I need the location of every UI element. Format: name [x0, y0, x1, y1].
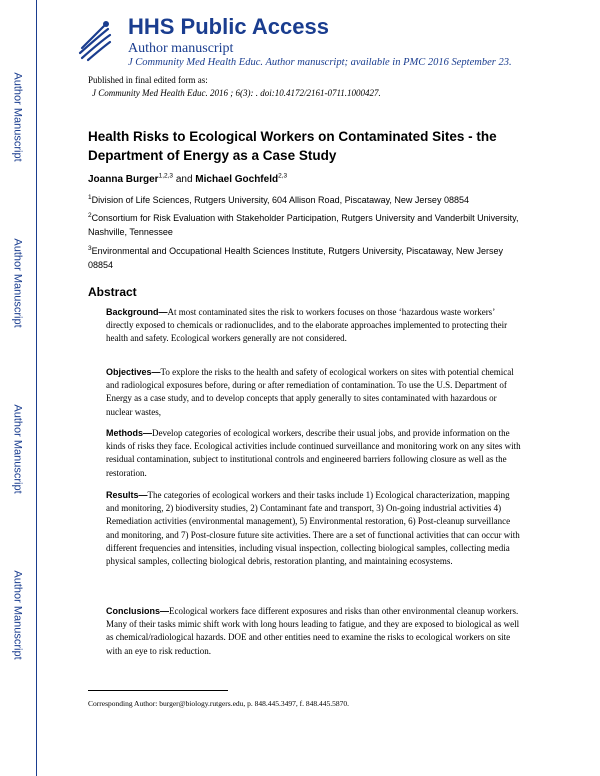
- affiliation-2: $^2$Consortium for Risk Evaluation with Stakeholder Participation, Rutgers University and Vanderbilt University, Nashville, Tennessee: [88, 212, 519, 237]
- author-list: [88, 174, 287, 185]
- published-note: Published in final edited form as:: [88, 75, 208, 85]
- author-name: Michael Gochfeld: [195, 174, 279, 185]
- abstract-objectives: Objectives—To explore the risks to the health and safety of ecological workers on sites with potential chemical and radiological exposures before, during or after remediation of contamination. To use the U.S. Department of Energy as a case study, and to develop concepts that apply generally to sites contaminated with hazardous or nuclear wastes,: [106, 367, 514, 417]
- sidebar-divider: [36, 0, 37, 776]
- sidebar-label-3: Author Manuscript: [12, 404, 25, 494]
- abstract-background: Background—At most contaminated sites the risk to workers focuses on those ‘hazardous waste workers’ directly exposed to chemicals or radionuclides, and to the elaborate approaches implemented to protecting their health and safety. Ecological workers generally are not considered.: [106, 307, 508, 344]
- abstract-heading: Abstract: [88, 285, 137, 299]
- affiliation-1: $^1$Division of Life Sciences, Rutgers University, 604 Allison Road, Piscataway, New Jersey 08854: [88, 194, 469, 205]
- footnote-rule: [88, 690, 228, 691]
- hhs-public-access-title: HHS Public Access: [128, 14, 329, 39]
- sidebar-label-2: Author Manuscript: [12, 238, 25, 328]
- affiliation-3: $^3$Environmental and Occupational Health Sciences Institute, Rutgers University, Piscataway, New Jersey 08854: [88, 245, 503, 270]
- author-affiliation-marker: 1,2,3: [158, 172, 174, 180]
- author-separator: and: [173, 174, 196, 185]
- hhs-eagle-logo-icon: [76, 18, 114, 62]
- author-name: Joanna Burger: [88, 174, 159, 185]
- article-title: Health Risks to Ecological Workers on Contaminated Sites - the Department of Energy as a Case Study: [88, 129, 497, 163]
- abstract-methods: Methods—Develop categories of ecological workers, describe their usual jobs, and provide information on the kinds of risks they face. Ecological activities include continued surveillance and monitoring work on any sites with residual contamination, subject to institutional controls and engineered barriers following closure as well as the restoration.: [106, 428, 521, 478]
- abstract-results: Results—The categories of ecological workers and their tasks include 1) Ecological characterization, mapping and monitoring, 2) biodiversity studies, 2) Contaminant fate and transport, 3) On-going industrial activities 4) Remediation activities (environmental management), 5) Environmental restoration, 6) Post-cleanup surveillance and monitoring, and 7) Post-closure future site activities. There are a set of functional activities that can occur with different frequencies and intensities, including visual inspection, collecting biological samples, collecting media physical samples, collecting biological debris, restoration planting, and maintaining ecosystems.: [106, 490, 520, 567]
- author-affiliation-marker: 2,3: [278, 172, 288, 180]
- author-manuscript-sidebar: [0, 0, 36, 776]
- corresponding-author-footnote: Corresponding Author: burger@biology.rutgers.edu, p. 848.445.3497, f. 848.445.5870.: [88, 699, 350, 708]
- journal-citation-text: J Community Med Health Educ. Author manuscript; available in PMC 2016 September 23.: [128, 57, 512, 68]
- published-citation-text: J Community Med Health Educ. 2016 ; 6(3): . doi:10.4172/2161-0711.1000427.: [92, 88, 381, 98]
- sidebar-label-1: Author Manuscript: [12, 72, 25, 162]
- published-citation: [92, 88, 381, 98]
- author-manuscript-subtitle: Author manuscript: [128, 41, 234, 56]
- abstract-conclusions: Conclusions—Ecological workers face different exposures and risks than other environmental cleanup workers. Many of their tasks mimic shift work with long hours leading to fatigue, and they are exposed to biological as well as chemical/radiological hazards. DOE and other entities need to examine the risks to ecological workers on site with an eye to risk reduction.: [106, 606, 520, 656]
- journal-citation: [128, 57, 512, 68]
- sidebar-label-4: Author Manuscript: [12, 570, 25, 660]
